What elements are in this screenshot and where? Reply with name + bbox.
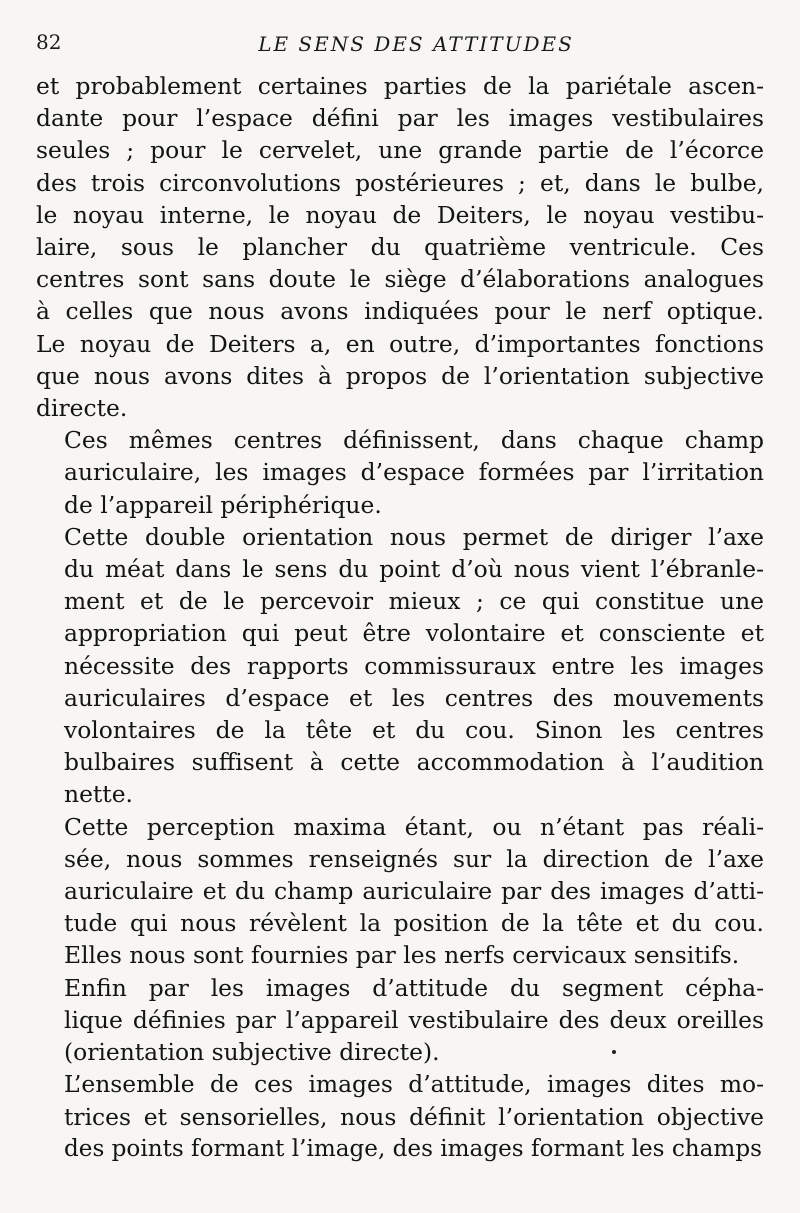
text-line: Enfin par les images d’attitude du segment cépha- <box>64 973 764 1002</box>
text-line: centres sont sans doute le siège d’élaborations analogues <box>36 265 764 294</box>
text-line: L’ensemble de ces images d’attitude, images dites mo- <box>64 1070 764 1099</box>
paragraph <box>36 70 764 424</box>
text-line: sée, nous sommes renseignés sur la direction de l’axe <box>64 844 764 873</box>
text-line: trices et sensorielles, nous définit l’orientation objective <box>64 1102 764 1131</box>
text-line: appropriation qui peut être volontaire et consciente et <box>64 619 764 648</box>
text-line: que nous avons dites à propos de l’orientation subjective <box>36 361 764 390</box>
text-line: ment et de le percevoir mieux ; ce qui constitue une <box>64 587 764 616</box>
text-line: laire, sous le plancher du quatrième ventricule. Ces <box>36 233 764 262</box>
text-line: tude qui nous révèlent la position de la tête et du cou. <box>64 909 764 938</box>
body-text <box>36 70 764 1165</box>
paragraph <box>36 521 764 811</box>
text-line: Cette double orientation nous permet de diriger l’axe <box>64 522 764 551</box>
text-line: auriculaire, les images d’espace formées par l’irritation <box>64 458 764 487</box>
paragraph <box>36 972 764 1069</box>
text-line: Le noyau de Deiters a, en outre, d’importantes fonctions <box>36 329 764 358</box>
text-line: nécessite des rapports commissuraux entre les images <box>64 651 764 680</box>
text-line: des trois circonvolutions postérieures ; et, dans le bulbe, <box>36 168 764 197</box>
text-line: auriculaires d’espace et les centres des mouvements <box>64 683 764 712</box>
text-line: Ces mêmes centres définissent, dans chaque champ <box>64 426 764 455</box>
text-line: lique définies par l’appareil vestibulaire des deux oreilles <box>64 1005 764 1034</box>
text-line: des points formant l’image, des images formant les champs <box>64 1135 762 1162</box>
text-line: (orientation subjective directe). <box>64 1038 440 1067</box>
text-line: Cette perception maxima étant, ou n’étant pas réali- <box>64 812 764 841</box>
text-line: du méat dans le sens du point d’où nous vient l’ébranle- <box>64 555 764 584</box>
text-line: Elles nous sont fournies par les nerfs cervicaux sensitifs. <box>64 941 740 970</box>
text-line: dante pour l’espace défini par les images vestibulaires <box>36 104 764 133</box>
ink-speck <box>612 1050 616 1054</box>
text-line: à celles que nous avons indiquées pour le nerf optique. <box>36 297 764 326</box>
page-number: 82 <box>36 30 62 54</box>
running-head: LE SENS DES ATTITUDES <box>258 32 574 56</box>
text-line: nette. <box>64 780 133 809</box>
text-line: de l’appareil périphérique. <box>64 490 382 519</box>
text-line: bulbaires suffisent à cette accommodation à l’audition <box>64 748 764 777</box>
page-header <box>36 30 766 60</box>
paragraph <box>36 424 764 521</box>
text-line: seules ; pour le cervelet, une grande partie de l’écorce <box>36 136 764 165</box>
text-line: le noyau interne, le noyau de Deiters, le noyau vestibu- <box>36 200 764 229</box>
text-line: volontaires de la tête et du cou. Sinon les centres <box>64 716 764 745</box>
paragraph <box>36 811 764 972</box>
text-line: auriculaire et du champ auriculaire par des images d’atti- <box>64 877 764 906</box>
text-line: directe. <box>36 394 128 423</box>
paragraph <box>36 1068 764 1165</box>
text-line: et probablement certaines parties de la pariétale ascen- <box>36 72 764 100</box>
